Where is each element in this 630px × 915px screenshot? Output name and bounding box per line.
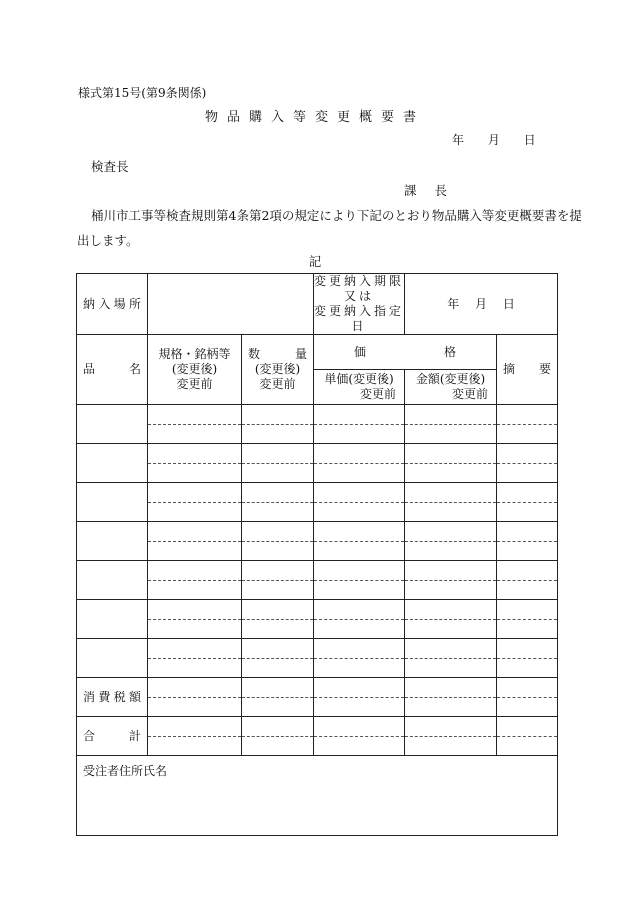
total-row-before [77,737,558,756]
tax-row-before [77,698,558,717]
col-remarks-header: 摘 要 [497,335,558,405]
total-row [77,717,558,737]
body-text-line-2: 出します。 [77,233,139,248]
document-date: 年 月 日 [452,133,536,147]
item-name-cell[interactable] [77,600,148,639]
delivery-place-label: 納入場所 [77,274,148,335]
tax-row [77,678,558,698]
item-row [77,483,558,503]
form-number: 様式第15号(第9条関係) [78,86,207,100]
contractor-row [77,756,558,836]
col-item-header: 品 名 [77,335,148,405]
item-name-cell[interactable] [77,522,148,561]
item-row-before [77,659,558,678]
body-text-line-1: 桶川市工事等検査規則第4条第2項の規定により下記のとおり物品購入等変更概要書を提 [91,208,582,223]
tax-label: 消費税額 [77,678,148,717]
contractor-field[interactable] [77,756,558,836]
col-unit-price-header: 単価(変更後) 変更前 [314,370,405,405]
delivery-period-label: 変更納入期限又は 変更納入指定日 [314,274,405,333]
sender-manager: 課 長 [404,183,454,198]
item-name-cell[interactable] [77,444,148,483]
col-price-header: 価 格 [314,335,497,370]
item-name-cell[interactable] [77,561,148,600]
item-row [77,522,558,542]
document-title: 物品購入等変更概要書 [204,110,425,125]
col-qty-header: 数 量 (変更後) 変更前 [242,335,314,405]
item-row-before [77,503,558,522]
addressee-inspector: 検査長 [91,159,129,174]
col-amount-header: 金額(変更後) 変更前 [405,370,497,405]
col-spec-header: 規格・銘柄等 (変更後) 変更前 [148,335,242,405]
item-row [77,561,558,581]
change-summary-table [76,273,558,836]
item-row-before [77,620,558,639]
item-name-cell[interactable] [77,483,148,522]
item-row-before [77,581,558,600]
item-row-before [77,425,558,444]
delivery-row [77,274,558,335]
contractor-label: 受注者住所氏名 [83,764,168,778]
item-row-before [77,542,558,561]
item-row [77,639,558,659]
item-row [77,444,558,464]
item-row [77,600,558,620]
item-row-before [77,464,558,483]
ki-heading: 記 [308,254,322,269]
header-row-1 [77,335,558,370]
delivery-period-date[interactable]: 年 月 日 [405,274,558,335]
item-row [77,405,558,425]
item-name-cell[interactable] [77,405,148,444]
total-label: 合 計 [77,717,148,756]
item-name-cell[interactable] [77,639,148,678]
delivery-place-value[interactable] [148,274,314,335]
